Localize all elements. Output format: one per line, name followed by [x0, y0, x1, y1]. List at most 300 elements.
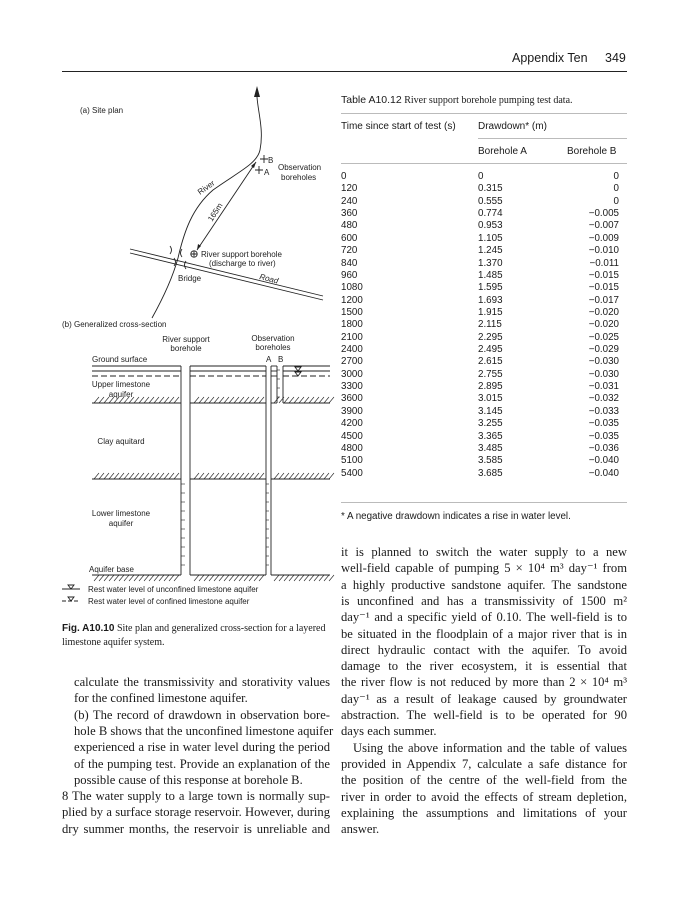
- cell-borehole-a: 2.755: [478, 368, 503, 380]
- hatch-mark: [144, 575, 149, 581]
- hatch-mark: [244, 473, 249, 479]
- hatch-mark: [259, 397, 264, 403]
- hatch-mark: [274, 575, 279, 581]
- hatch-mark: [204, 473, 209, 479]
- lower-aquifer-label-2: aquifer: [108, 519, 134, 528]
- cell-borehole-b: 0: [613, 195, 619, 207]
- hatch-mark: [114, 575, 119, 581]
- section-a-label: A: [266, 355, 272, 364]
- hatch-mark: [324, 397, 329, 403]
- hatch-mark: [279, 575, 284, 581]
- cell-borehole-b: −0.040: [588, 455, 619, 467]
- cell-borehole-a: 3.145: [478, 405, 503, 417]
- hatch-mark: [94, 397, 99, 403]
- hatch-mark: [154, 575, 159, 581]
- hatch-mark: [214, 397, 219, 403]
- hatch-mark: [309, 575, 314, 581]
- cell-borehole-a: 3.365: [478, 430, 503, 442]
- hatch-mark: [249, 397, 254, 403]
- cell-time: 5100: [341, 455, 363, 467]
- cell-borehole-b: −0.020: [588, 306, 619, 318]
- hatch-mark: [229, 397, 234, 403]
- hatch-mark: [139, 397, 144, 403]
- text-line: answer.: [341, 822, 380, 837]
- table-row: [341, 245, 627, 257]
- hatch-mark: [194, 575, 199, 581]
- hatch-mark: [274, 473, 279, 479]
- cell-borehole-a: 1.105: [478, 232, 503, 244]
- hatch-mark: [224, 473, 229, 479]
- hatch-mark: [154, 397, 159, 403]
- cell-borehole-a: 2.295: [478, 331, 503, 343]
- hatch-mark: [234, 397, 239, 403]
- hatch-mark: [174, 397, 179, 403]
- hatch-mark: [224, 397, 229, 403]
- cell-borehole-b: −0.032: [588, 393, 619, 405]
- hatch-mark: [329, 397, 334, 403]
- cell-borehole-b: 0: [613, 171, 619, 182]
- cell-borehole-b: −0.030: [588, 356, 619, 368]
- cell-borehole-b: −0.036: [588, 442, 619, 454]
- hatch-mark: [304, 575, 309, 581]
- text-line: plied by a surface storage reservoir. However, during: [62, 805, 330, 820]
- col-header-drawdown: Drawdown* (m): [478, 121, 547, 132]
- cell-borehole-a: 3.485: [478, 442, 503, 454]
- hatch-mark: [259, 473, 264, 479]
- table-title: River support borehole pumping test data.: [404, 95, 573, 106]
- table-row: [341, 468, 627, 480]
- figure-caption-text-2: limestone aquifer system.: [62, 637, 165, 648]
- hatch-mark: [294, 397, 299, 403]
- text-line: abstraction. The well-field is to be operated for 90: [341, 708, 627, 722]
- cell-borehole-a: 0.315: [478, 183, 503, 195]
- table-row: [341, 455, 627, 467]
- table-footnote: * A negative drawdown indicates a rise in water level.: [341, 511, 571, 522]
- cell-time: 3000: [341, 368, 363, 380]
- hatch-mark: [194, 397, 199, 403]
- observation-label-2: Observation: [251, 334, 295, 343]
- page-number: 349: [605, 51, 626, 65]
- cell-time: 720: [341, 245, 358, 257]
- hatch-mark: [229, 473, 234, 479]
- hatch-mark: [174, 473, 179, 479]
- aquifer-base-label: Aquifer base: [89, 565, 134, 574]
- hatch-mark: [129, 473, 134, 479]
- cell-time: 1800: [341, 319, 363, 331]
- text-line: dry summer months, the reservoir is unreliable and: [62, 821, 330, 836]
- hatch-mark: [224, 575, 229, 581]
- hatch-mark: [204, 575, 209, 581]
- hatch-mark: [319, 397, 324, 403]
- river-support-borehole-label: River support borehole: [201, 250, 282, 259]
- cell-time: 3300: [341, 381, 363, 393]
- hatch-mark: [144, 397, 149, 403]
- cell-time: 960: [341, 269, 358, 281]
- text-line: be situated in the floodplain of a major river that is in: [341, 626, 627, 641]
- table-row: [341, 356, 627, 368]
- distance-line: [197, 162, 256, 250]
- cell-time: 2100: [341, 331, 363, 343]
- cell-time: 360: [341, 208, 358, 220]
- hatch-mark: [169, 397, 174, 403]
- cell-time: 3600: [341, 393, 363, 405]
- running-title: Appendix Ten: [512, 51, 588, 65]
- hatch-mark: [299, 473, 304, 479]
- cell-time: 4500: [341, 430, 363, 442]
- cell-borehole-a: 0.953: [478, 220, 503, 232]
- cell-borehole-b: −0.040: [588, 467, 619, 479]
- hatch-mark: [234, 473, 239, 479]
- hatch-mark: [164, 473, 169, 479]
- bridge-label: Bridge: [178, 274, 202, 283]
- table-row: [341, 183, 627, 195]
- table-row: [341, 443, 627, 455]
- cell-borehole-a: 2.495: [478, 344, 503, 356]
- cell-borehole-b: −0.029: [588, 344, 619, 356]
- hatch-mark: [309, 397, 314, 403]
- site-plan: [130, 86, 323, 318]
- text-line: 8 The water supply to a large town is normally sup-: [62, 789, 330, 804]
- cell-borehole-a: 1.693: [478, 294, 503, 306]
- cell-borehole-a: 3.015: [478, 393, 503, 405]
- hatch-mark: [204, 397, 209, 403]
- boreholes-label: boreholes: [281, 173, 317, 182]
- cell-time: 3900: [341, 405, 363, 417]
- cell-time: 2700: [341, 356, 363, 368]
- cell-borehole-a: 2.115: [478, 319, 502, 331]
- table-bottom-rule: [341, 502, 627, 503]
- cell-borehole-a: 0.774: [478, 208, 503, 220]
- table-row: [341, 270, 627, 282]
- text-line: provided in Appendix 7, calculate a safe distance for: [341, 756, 627, 771]
- table-row: [341, 381, 627, 393]
- obs-b-label: B: [268, 156, 274, 165]
- text-line: a highly productive sandstone aquifer. The sandstone: [341, 577, 627, 592]
- cell-time: 600: [341, 232, 358, 244]
- north-arrow-icon: [254, 86, 260, 97]
- cell-time: 240: [341, 195, 358, 207]
- legend-confined: Rest water level of confined limestone aquifer: [88, 597, 250, 606]
- figure-caption: [62, 623, 325, 634]
- figure-caption-text: Site plan and generalized cross-section for a layered: [116, 623, 326, 634]
- upper-aquifer-label: Upper limestone: [91, 380, 151, 389]
- observation-borehole-a-icon: [255, 166, 263, 174]
- text-line: day⁻¹ as a result of leakage caused by groundwater: [341, 691, 627, 706]
- ground-surface-label: Ground surface: [92, 355, 148, 364]
- table-caption: [341, 94, 573, 106]
- text-line: damage to the river ecosystem, it is essential that: [341, 659, 627, 674]
- text-line: for the confined limestone aquifer.: [74, 691, 248, 706]
- cell-borehole-a: 3.255: [478, 418, 503, 430]
- cell-time: 0: [341, 171, 347, 182]
- hatch-mark: [329, 473, 334, 479]
- cell-time: 1500: [341, 306, 363, 318]
- hatch-mark: [299, 575, 304, 581]
- cell-time: 480: [341, 220, 358, 232]
- hatch-mark: [229, 575, 234, 581]
- cell-borehole-a: 0.555: [478, 195, 503, 207]
- hatch-mark: [319, 473, 324, 479]
- cell-time: 1200: [341, 294, 363, 306]
- cell-borehole-a: 3.685: [478, 467, 503, 479]
- text-line: of the pumping test. Provide an explanation of the: [74, 756, 330, 771]
- observation-borehole-b-icon: [260, 155, 268, 163]
- hatch-mark: [104, 575, 109, 581]
- text-line: it is planned to switch the water supply to a new: [341, 545, 627, 559]
- hatch-mark: [144, 473, 149, 479]
- legend-unconfined: Rest water level of unconfined limestone aquifer: [88, 585, 259, 594]
- table-row: [341, 171, 627, 183]
- hatch-mark: [209, 473, 214, 479]
- hatch-mark: [284, 575, 289, 581]
- hatch-mark: [239, 473, 244, 479]
- hatch-mark: [124, 473, 129, 479]
- hatch-mark: [244, 575, 249, 581]
- hatch-mark: [284, 397, 289, 403]
- cell-borehole-a: 3.585: [478, 455, 503, 467]
- hatch-mark: [149, 397, 154, 403]
- table-sub-rule: [478, 138, 627, 139]
- table-row: [341, 431, 627, 443]
- hatch-mark: [294, 473, 299, 479]
- cell-time: 2400: [341, 344, 363, 356]
- text-line: Using the above information and the table of values: [353, 740, 627, 755]
- river-support-label: River support: [162, 335, 210, 344]
- hatch-mark: [149, 473, 154, 479]
- text-line: (b) The record of drawdown in observation bore-: [74, 707, 330, 722]
- hatch-mark: [124, 575, 129, 581]
- hatch-mark: [234, 575, 239, 581]
- hatch-mark: [304, 473, 309, 479]
- hatch-mark: [134, 575, 139, 581]
- river-support-borehole-label-2: borehole: [170, 344, 202, 353]
- hatch-mark: [174, 575, 179, 581]
- cross-section-label: (b) Generalized cross-section: [62, 320, 167, 329]
- cell-borehole-a: 1.485: [478, 269, 503, 281]
- hatch-mark: [104, 397, 109, 403]
- table-top-rule: [341, 113, 627, 114]
- cell-borehole-b: −0.010: [588, 245, 619, 257]
- hatch-mark: [139, 473, 144, 479]
- section-b-label: B: [278, 355, 284, 364]
- hatch-mark: [164, 575, 169, 581]
- text-line: days each summer.: [341, 724, 437, 739]
- cell-borehole-a: 1.915: [478, 306, 503, 318]
- cell-time: 5400: [341, 467, 363, 479]
- cell-borehole-a: 2.615: [478, 356, 503, 368]
- table-row: [341, 406, 627, 418]
- hatch-mark: [219, 397, 224, 403]
- water-level-icon: [68, 597, 74, 601]
- table-header-rule: [341, 163, 627, 164]
- cell-borehole-b: −0.007: [588, 220, 619, 232]
- hatch-mark: [104, 473, 109, 479]
- table-row: [341, 344, 627, 356]
- hatch-mark: [259, 575, 264, 581]
- cell-time: 120: [341, 183, 358, 195]
- cell-borehole-b: 0: [613, 183, 619, 195]
- lower-aquifer-label: Lower limestone: [91, 509, 151, 518]
- table-row: [341, 332, 627, 344]
- hatch-mark: [324, 575, 329, 581]
- hatch-mark: [114, 473, 119, 479]
- text-line: direct hydraulic contact with the aquifer. To avoid: [341, 642, 627, 657]
- cell-borehole-b: −0.020: [588, 319, 619, 331]
- hatch-mark: [304, 397, 309, 403]
- clay-aquitard-label: Clay aquitard: [97, 437, 145, 446]
- hatch-mark: [134, 397, 139, 403]
- discharge-label: (discharge to river): [209, 259, 276, 268]
- col-header-borehole-b: Borehole B: [567, 146, 617, 157]
- cell-borehole-a: 2.895: [478, 381, 503, 393]
- hatch-mark: [244, 397, 249, 403]
- upper-aquifer-label-2: aquifer: [108, 390, 134, 399]
- hatch-mark: [159, 575, 164, 581]
- hatch-mark: [319, 575, 324, 581]
- hatch-mark: [289, 397, 294, 403]
- cell-borehole-b: −0.035: [588, 418, 619, 430]
- hatch-mark: [314, 397, 319, 403]
- hatch-mark: [284, 473, 289, 479]
- hatch-mark: [289, 473, 294, 479]
- table-row: [341, 319, 627, 331]
- table-row: [341, 258, 627, 270]
- cell-borehole-a: 1.370: [478, 257, 503, 269]
- text-line: river in order to avoid the effects of stream depletion,: [341, 789, 627, 804]
- figure-caption-label: Fig. A10.10: [62, 623, 115, 634]
- cell-time: 840: [341, 257, 358, 269]
- text-line: the river flow is not reduced by more than 2 × 10⁴ m³: [341, 675, 627, 690]
- hatch-mark: [329, 575, 334, 581]
- hatch-mark: [239, 397, 244, 403]
- cell-borehole-b: −0.015: [588, 269, 619, 281]
- hatch-mark: [209, 575, 214, 581]
- table-row: [341, 295, 627, 307]
- distance-label: 165m: [206, 201, 225, 224]
- site-plan-label: (a) Site plan: [80, 106, 124, 115]
- hatch-mark: [274, 397, 279, 403]
- cell-time: 4800: [341, 442, 363, 454]
- road-label: Road: [258, 272, 280, 286]
- cell-borehole-b: −0.011: [589, 257, 619, 269]
- text-line: the position of the centre of the well-field from the: [341, 773, 627, 788]
- text-line: day⁻¹ and a specific yield of 0.10. The well-field is to: [341, 610, 627, 625]
- table-row: [341, 220, 627, 232]
- hatch-mark: [164, 397, 169, 403]
- hatch-mark: [99, 397, 104, 403]
- hatch-mark: [109, 473, 114, 479]
- hatch-mark: [254, 575, 259, 581]
- boreholes-label-2: boreholes: [255, 343, 291, 352]
- hatch-mark: [324, 473, 329, 479]
- cell-borehole-a: 1.595: [478, 282, 503, 294]
- hatch-mark: [129, 575, 134, 581]
- hatch-mark: [209, 397, 214, 403]
- cell-borehole-b: −0.015: [588, 282, 619, 294]
- hatch-mark: [199, 397, 204, 403]
- table-row: [341, 233, 627, 245]
- hatch-mark: [139, 575, 144, 581]
- hatch-mark: [99, 575, 104, 581]
- hatch-mark: [299, 397, 304, 403]
- hatch-mark: [219, 575, 224, 581]
- table-row: [341, 307, 627, 319]
- hatch-mark: [119, 473, 124, 479]
- hatch-mark: [94, 575, 99, 581]
- water-level-icon: [295, 372, 301, 376]
- obs-a-label: A: [264, 168, 270, 177]
- table-label: Table A10.12: [341, 94, 402, 106]
- cell-borehole-a: 0: [478, 171, 484, 182]
- text-line: explaining the assumptions and limitations of your: [341, 805, 627, 820]
- hatch-mark: [159, 397, 164, 403]
- table-row: [341, 196, 627, 208]
- hatch-mark: [154, 473, 159, 479]
- cell-time: 4200: [341, 418, 363, 430]
- hatch-mark: [199, 473, 204, 479]
- col-header-borehole-a: Borehole A: [478, 146, 527, 157]
- figure-a10-10: [0, 0, 345, 630]
- hatch-mark: [289, 575, 294, 581]
- hatch-mark: [254, 397, 259, 403]
- hatch-mark: [314, 575, 319, 581]
- hatch-mark: [109, 575, 114, 581]
- cell-borehole-b: −0.025: [588, 331, 619, 343]
- hatch-mark: [119, 575, 124, 581]
- col-header-time: Time since start of test (s): [341, 121, 456, 132]
- observation-label: Observation: [278, 163, 322, 172]
- cell-borehole-b: −0.035: [588, 430, 619, 442]
- hatch-mark: [249, 575, 254, 581]
- hatch-mark: [249, 473, 254, 479]
- hatch-mark: [214, 575, 219, 581]
- cell-borehole-b: −0.017: [588, 294, 619, 306]
- table-row: [341, 393, 627, 405]
- text-line: calculate the transmissivity and storativity values: [74, 675, 330, 689]
- table-row: [341, 208, 627, 220]
- hatch-mark: [314, 473, 319, 479]
- hatch-mark: [94, 473, 99, 479]
- hatch-mark: [169, 575, 174, 581]
- hatch-mark: [239, 575, 244, 581]
- cell-borehole-b: −0.033: [588, 405, 619, 417]
- hatch-mark: [194, 473, 199, 479]
- table-row: [341, 282, 627, 294]
- table-row: [341, 418, 627, 430]
- water-level-icon: [295, 367, 301, 371]
- hatch-mark: [199, 575, 204, 581]
- hatch-mark: [169, 473, 174, 479]
- text-line: possible cause of this response at borehole B.: [74, 772, 303, 787]
- cell-borehole-b: −0.009: [588, 232, 619, 244]
- hatch-mark: [309, 473, 314, 479]
- text-line: hole B shows that the unconfined limestone aquifer: [74, 723, 334, 738]
- text-line: experienced a rise in water level during the period: [74, 740, 330, 755]
- hatch-mark: [134, 473, 139, 479]
- cell-borehole-b: −0.005: [588, 208, 619, 220]
- hatch-mark: [279, 473, 284, 479]
- hatch-mark: [149, 575, 154, 581]
- hatch-mark: [159, 473, 164, 479]
- hatch-mark: [99, 473, 104, 479]
- water-level-icon: [68, 585, 74, 589]
- river-line: [152, 97, 261, 318]
- hatch-mark: [294, 575, 299, 581]
- hatch-mark: [254, 473, 259, 479]
- cell-time: 1080: [341, 282, 363, 294]
- hatch-mark: [214, 473, 219, 479]
- table-row: [341, 369, 627, 381]
